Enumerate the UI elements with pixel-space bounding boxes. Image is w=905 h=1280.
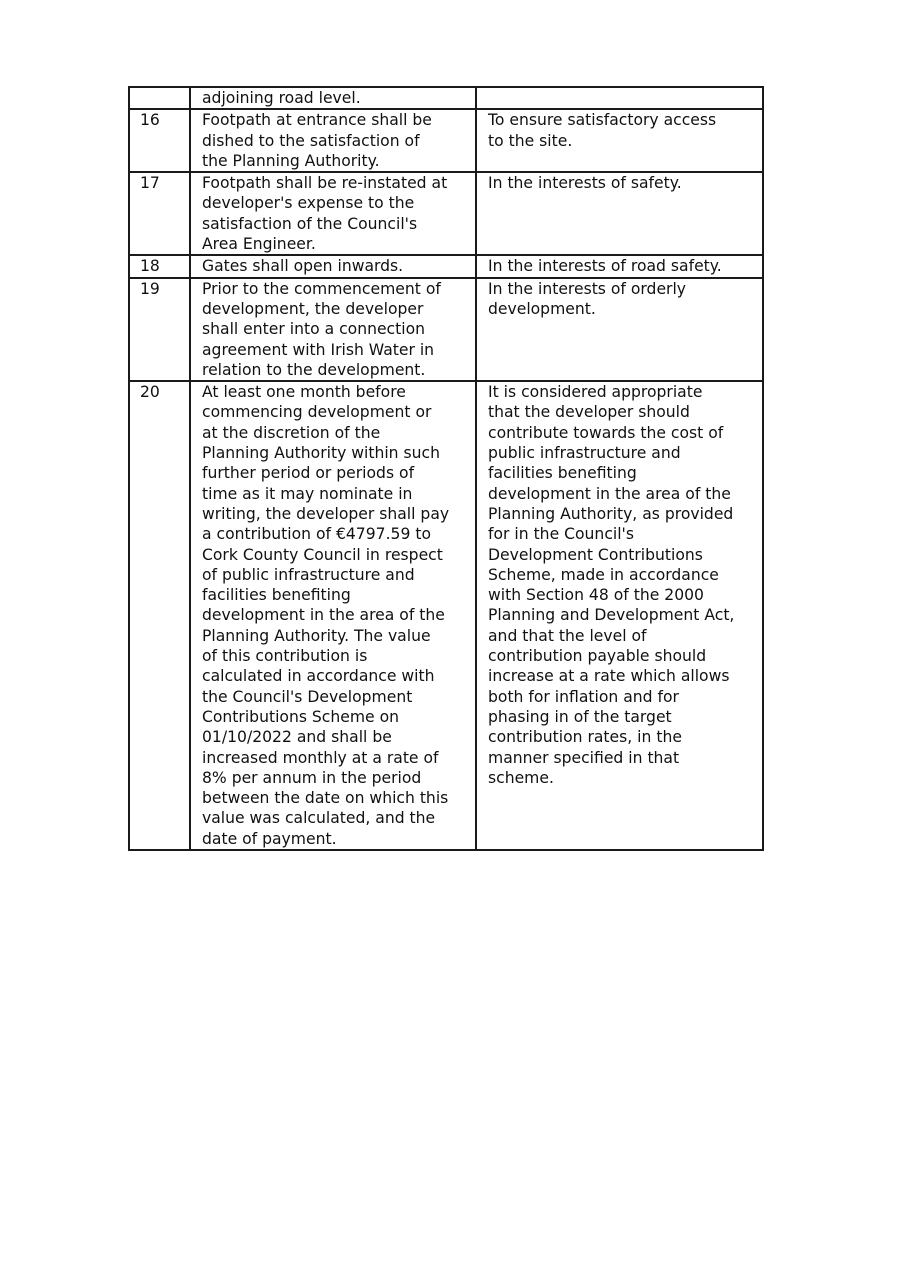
condition-number-cell: 18	[129, 255, 190, 277]
planning-conditions-table	[128, 86, 764, 851]
table-row	[129, 172, 763, 255]
condition-number-cell	[129, 87, 190, 109]
condition-number-cell: 17	[129, 172, 190, 255]
condition-reason-cell: In the interests of safety.	[476, 172, 763, 255]
condition-text-cell: Gates shall open inwards.	[190, 255, 476, 277]
condition-number-cell: 16	[129, 109, 190, 172]
condition-reason-cell: In the interests of orderly development.	[476, 278, 763, 381]
condition-reason-cell: In the interests of road safety.	[476, 255, 763, 277]
condition-reason-cell: To ensure satisfactory access to the site.	[476, 109, 763, 172]
table-row	[129, 87, 763, 109]
condition-reason-cell: It is considered appropriate that the developer should contribute towards the cost of public infrastructure and facilities benefiting development in the area of the Planning Authority, as provided for in the Council's Development Contributions Scheme, made in accordance with Section 48 of the 2000 Planning and Development Act, and that the level of contribution payable should increase at a rate which allows both for inflation and for phasing in of the target contribution rates, in the manner specified in that scheme.	[476, 381, 763, 850]
table-row	[129, 255, 763, 277]
condition-text-cell: Footpath shall be re-instated at developer's expense to the satisfaction of the Council's Area Engineer.	[190, 172, 476, 255]
conditions-table-body	[129, 87, 763, 850]
condition-text-cell: Footpath at entrance shall be dished to the satisfaction of the Planning Authority.	[190, 109, 476, 172]
table-row	[129, 109, 763, 172]
condition-reason-cell	[476, 87, 763, 109]
condition-text-cell: adjoining road level.	[190, 87, 476, 109]
table-row	[129, 381, 763, 850]
table-row	[129, 278, 763, 381]
condition-text-cell: At least one month before commencing development or at the discretion of the Planning Authority within such further period or periods of time as it may nominate in writing, the developer shall pay a contribution of €4797.59 to Cork County Council in respect of public infrastructure and facilities benefiting development in the area of the Planning Authority. The value of this contribution is calculated in accordance with the Council's Development Contributions Scheme on 01/10/2022 and shall be increased monthly at a rate of 8% per annum in the period between the date on which this value was calculated, and the date of payment.	[190, 381, 476, 850]
condition-text-cell: Prior to the commencement of development, the developer shall enter into a connection agreement with Irish Water in relation to the development.	[190, 278, 476, 381]
condition-number-cell: 19	[129, 278, 190, 381]
condition-number-cell: 20	[129, 381, 190, 850]
